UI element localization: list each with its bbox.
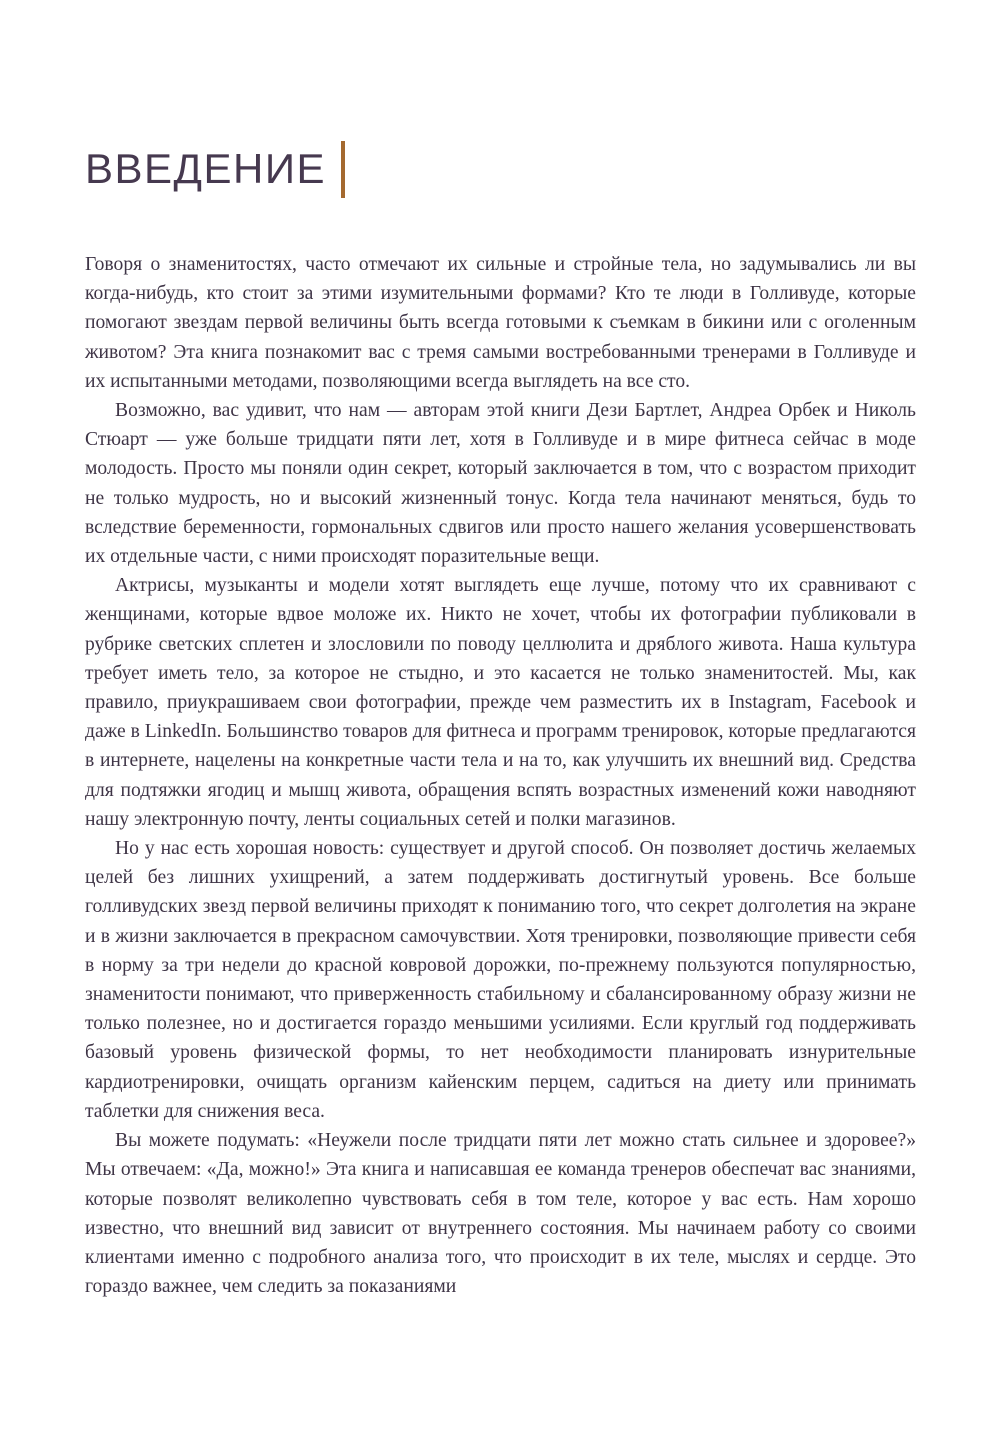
chapter-body-text xyxy=(85,250,916,1301)
paragraph: Возможно, вас удивит, что нам — авторам этой книги Дези Бартлет, Андреа Орбек и Николь Стюарт — уже больше тридцати пяти лет, хотя в Голливуде и в мире фитнеса сейчас в моде молодость. Просто мы поняли один секрет, который заключается в том, что с возрастом приходит не только мудрость, но и высокий жизненный тонус. Когда тела начинают меняться, будь то вследствие беременности, гормональных сдвигов или просто нашего желания усовершенствовать их отдельные части, с ними происходят поразительные вещи. xyxy=(85,400,916,568)
paragraph: Но у нас есть хорошая новость: существует и другой способ. Он позволяет достичь желаемых целей без лишних ухищрений, а затем поддерживать достигнутый уровень. Все больше голливудских звезд первой величины приходят к пониманию того, что секрет долголетия на экране и в жизни заключается в прекрасном самочувствии. Хотя тренировки, позволяющие привести себя в норму за три недели до красной ковровой дорожки, по-прежнему пользуются популярностью, знаменитости понимают, что приверженность стабильному и сбалансированному образу жизни не только полезнее, но и достигается гораздо меньшими усилиями. Если круглый год поддерживать базовый уровень физической формы, то нет необходимости планировать изнурительные кардиотренировки, очищать организм кайенским перцем, садиться на диету или принимать таблетки для снижения веса. xyxy=(85,838,916,1122)
paragraph: Актрисы, музыканты и модели хотят выглядеть еще лучше, потому что их сравнивают с женщинами, которые вдвое моложе их. Никто не хочет, чтобы их фотографии публиковали в рубрике светских сплетен и злословили по поводу целлюлита и дряблого живота. Наша культура требует иметь тело, за которое не стыдно, и это касается не только знаменитостей. Мы, как правило, приукрашиваем свои фотографии, прежде чем разместить их в Instagram, Facebook и даже в LinkedIn. Большинство товаров для фитнеса и программ тренировок, которые предлагаются в интернете, нацелены на конкретные части тела и на то, как улучшить их внешний вид. Средства для подтяжки ягодиц и мышц живота, обращения вспять возрастных изменений кожи наводняют нашу электронную почту, ленты социальных сетей и полки магазинов. xyxy=(85,575,916,830)
paragraph: Вы можете подумать: «Неужели после тридцати пяти лет можно стать сильнее и здоровее?» Мы отвечаем: «Да, можно!» Эта книга и написавшая ее команда тренеров обеспечат вас знаниями, которые позволят великолепно чувствовать себя в том теле, которое у вас есть. Нам хорошо известно, что внешний вид зависит от внутреннего состояния. Мы начинаем работу со своими клиентами именно с подробного анализа того, что происходит в их теле, мыслях и сердце. Это гораздо важнее, чем следить за показаниями xyxy=(85,1130,916,1298)
chapter-header xyxy=(85,141,345,198)
paragraph: Говоря о знаменитостях, часто отмечают их сильные и стройные тела, но задумывались ли вы когда-нибудь, кто стоит за этими изумительными формами? Кто те люди в Голливуде, которые помогают звездам первой величины быть всегда готовыми к съемкам в бикини или с оголенным животом? Эта книга познакомит вас с тремя самыми востребованными тренерами в Голливуде и их испытанными методами, позволяющими всегда выглядеть на все сто. xyxy=(85,254,916,392)
title-accent-bar xyxy=(341,141,345,198)
chapter-title: ВВЕДЕНИЕ xyxy=(85,145,327,193)
